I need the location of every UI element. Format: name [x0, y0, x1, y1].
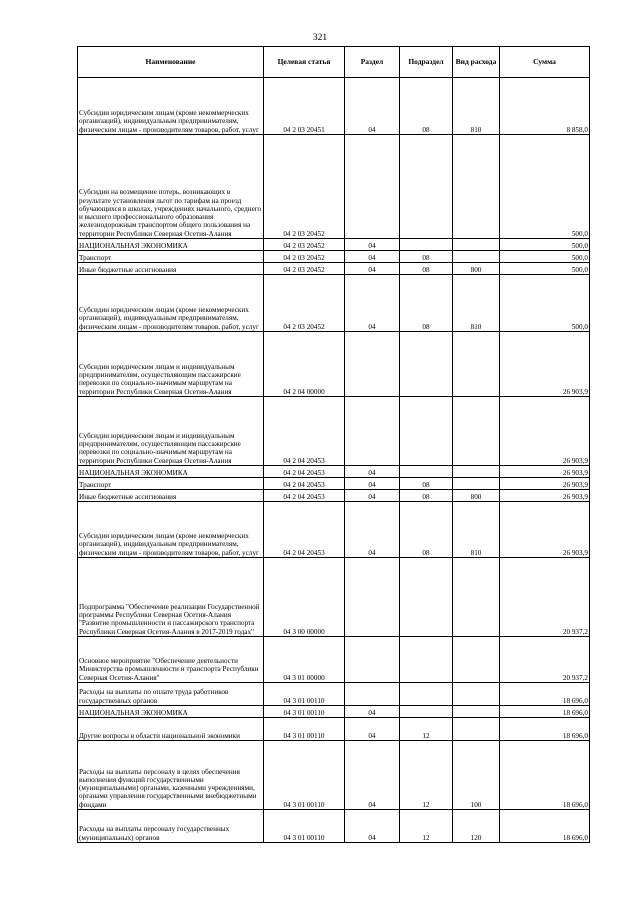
cell-section: 04: [345, 490, 400, 502]
cell-name: Субсидии юридическим лицам (кроме некоммерческих организаций), индивидуальным предпринимателям, физическим лицам - производителям товаров, работ, услуг: [78, 502, 264, 558]
cell-target: 04 2 04 20453: [264, 502, 345, 558]
table-row: [78, 706, 590, 718]
cell-target: 04 2 04 20453: [264, 397, 345, 466]
cell-sum: 26 903,9: [500, 502, 590, 558]
cell-kind: [453, 135, 500, 239]
cell-subsection: 08: [400, 263, 453, 275]
cell-kind: 800: [453, 263, 500, 275]
cell-sum: 18 696,0: [500, 706, 590, 718]
cell-kind: [453, 466, 500, 478]
table-row: [78, 275, 590, 332]
table-row: [78, 466, 590, 478]
cell-name: НАЦИОНАЛЬНАЯ ЭКОНОМИКА: [78, 706, 264, 718]
table-row: [78, 741, 590, 810]
cell-subsection: [400, 466, 453, 478]
cell-name: Транспорт: [78, 251, 264, 263]
cell-section: 04: [345, 263, 400, 275]
table-row: [78, 397, 590, 466]
cell-name: Субсидии юридическим лицам и индивидуальным предпринимателям, осуществляющим пассажирские перевозки по социально-значимым маршрутам на территории Республики Северная Осетия-Алания: [78, 332, 264, 397]
cell-sum: 26 903,9: [500, 466, 590, 478]
cell-subsection: [400, 637, 453, 683]
cell-sum: 18 696,0: [500, 741, 590, 810]
cell-name: Транспорт: [78, 478, 264, 490]
cell-target: 04 2 03 20452: [264, 251, 345, 263]
cell-subsection: [400, 683, 453, 706]
cell-sum: 20 937,2: [500, 558, 590, 637]
cell-target: 04 3 00 00000: [264, 558, 345, 637]
cell-target: 04 2 03 20452: [264, 239, 345, 251]
cell-kind: [453, 683, 500, 706]
cell-section: 04: [345, 741, 400, 810]
table-row: [78, 78, 590, 135]
table-row: [78, 251, 590, 263]
cell-subsection: 08: [400, 251, 453, 263]
header-sum: Сумма: [500, 47, 590, 78]
cell-subsection: [400, 239, 453, 251]
table-row: [78, 683, 590, 706]
cell-target: 04 3 01 00110: [264, 741, 345, 810]
cell-section: 04: [345, 275, 400, 332]
cell-section: [345, 135, 400, 239]
cell-name: Субсидии юридическим лицам и индивидуальным предпринимателям, осуществляющим пассажирские перевозки по социально-значимым маршрутам на территории Республики Северная Осетия-Алания: [78, 397, 264, 466]
cell-kind: [453, 558, 500, 637]
cell-subsection: 12: [400, 810, 453, 843]
cell-section: [345, 637, 400, 683]
cell-target: 04 3 01 00110: [264, 810, 345, 843]
table-row: [78, 718, 590, 741]
table-row: [78, 332, 590, 397]
cell-target: 04 2 03 20452: [264, 135, 345, 239]
cell-subsection: [400, 558, 453, 637]
cell-section: [345, 332, 400, 397]
cell-name: Расходы на выплаты персоналу государственных (муниципальных) органов: [78, 810, 264, 843]
cell-kind: [453, 706, 500, 718]
table-row: [78, 502, 590, 558]
cell-target: 04 3 01 00110: [264, 683, 345, 706]
header-kind: Вид расхода: [453, 47, 500, 78]
cell-section: 04: [345, 78, 400, 135]
cell-sum: 26 903,9: [500, 490, 590, 502]
cell-name: Расходы на выплаты персоналу в целях обеспечения выполнения функций государственными (муниципальными) органами, казенными учреждениями, органами управления государственными внебюджетными фондами: [78, 741, 264, 810]
cell-name: Другие вопросы в области национальной экономики: [78, 718, 264, 741]
cell-sum: 8 858,0: [500, 78, 590, 135]
page-number: 321: [312, 33, 328, 43]
cell-subsection: 08: [400, 490, 453, 502]
cell-kind: 800: [453, 490, 500, 502]
cell-kind: [453, 332, 500, 397]
cell-subsection: [400, 332, 453, 397]
cell-section: [345, 558, 400, 637]
cell-section: 04: [345, 239, 400, 251]
cell-kind: 810: [453, 502, 500, 558]
cell-section: 04: [345, 478, 400, 490]
cell-subsection: 08: [400, 502, 453, 558]
table-row: [78, 810, 590, 843]
cell-subsection: 08: [400, 478, 453, 490]
cell-kind: 100: [453, 741, 500, 810]
cell-target: 04 3 01 00000: [264, 637, 345, 683]
cell-subsection: 12: [400, 718, 453, 741]
header-name: Наименование: [78, 47, 264, 78]
cell-target: 04 2 04 20453: [264, 478, 345, 490]
table-row: [78, 239, 590, 251]
cell-section: [345, 683, 400, 706]
cell-sum: 18 696,0: [500, 683, 590, 706]
budget-table: [77, 46, 590, 843]
cell-sum: 500,0: [500, 239, 590, 251]
cell-target: 04 2 03 20451: [264, 78, 345, 135]
cell-sum: 18 696,0: [500, 810, 590, 843]
cell-section: 04: [345, 718, 400, 741]
cell-sum: 20 937,2: [500, 637, 590, 683]
cell-section: 04: [345, 706, 400, 718]
table-row: [78, 135, 590, 239]
header-target: Целевая статья: [264, 47, 345, 78]
cell-kind: [453, 478, 500, 490]
cell-section: [345, 397, 400, 466]
table-row: [78, 478, 590, 490]
cell-name: Расходы на выплаты по оплате труда работников государственных органов: [78, 683, 264, 706]
cell-subsection: 12: [400, 741, 453, 810]
cell-name: НАЦИОНАЛЬНАЯ ЭКОНОМИКА: [78, 466, 264, 478]
cell-name: Подпрограмма "Обеспечение реализации Государственной программы Республики Северная Осетия-Алания "Развитие промышленности и пассажирского транспорта Республики Северная Осетия-Алания в 2017-2019 годах": [78, 558, 264, 637]
cell-subsection: [400, 135, 453, 239]
cell-target: 04 2 04 20453: [264, 490, 345, 502]
cell-target: 04 2 04 00000: [264, 332, 345, 397]
cell-kind: [453, 397, 500, 466]
cell-kind: [453, 637, 500, 683]
cell-name: Иные бюджетные ассигнования: [78, 263, 264, 275]
table-row: [78, 637, 590, 683]
cell-target: 04 3 01 00110: [264, 706, 345, 718]
table-row: [78, 263, 590, 275]
cell-section: 04: [345, 810, 400, 843]
cell-sum: 26 903,9: [500, 478, 590, 490]
cell-name: Субсидии юридическим лицам (кроме некоммерческих организаций), индивидуальным предпринимателям, физическим лицам - производителям товаров, работ, услуг: [78, 78, 264, 135]
cell-name: Субсидии на возмещение потерь, возникающих в результате установления льгот по тарифам на проезд обучающихся в школах, учреждениях начального, среднего и высшего профессионального образования железнодорожным транспортом общего пользования на территории Республики Северная Осетия-Алания: [78, 135, 264, 239]
cell-target: 04 2 03 20452: [264, 275, 345, 332]
header-subsection: Подраздел: [400, 47, 453, 78]
cell-name: Субсидии юридическим лицам (кроме некоммерческих организаций), индивидуальным предпринимателям, физическим лицам - производителям товаров, работ, услуг: [78, 275, 264, 332]
cell-kind: [453, 718, 500, 741]
cell-target: 04 2 04 20453: [264, 466, 345, 478]
cell-kind: [453, 239, 500, 251]
table-row: [78, 558, 590, 637]
cell-section: 04: [345, 502, 400, 558]
cell-subsection: [400, 706, 453, 718]
cell-sum: 500,0: [500, 275, 590, 332]
cell-subsection: [400, 397, 453, 466]
header-section: Раздел: [345, 47, 400, 78]
cell-name: Иные бюджетные ассигнования: [78, 490, 264, 502]
table-row: [78, 490, 590, 502]
cell-sum: 500,0: [500, 251, 590, 263]
cell-kind: [453, 251, 500, 263]
cell-target: 04 2 03 20452: [264, 263, 345, 275]
cell-subsection: 08: [400, 78, 453, 135]
cell-kind: 810: [453, 275, 500, 332]
cell-section: 04: [345, 251, 400, 263]
cell-name: НАЦИОНАЛЬНАЯ ЭКОНОМИКА: [78, 239, 264, 251]
cell-sum: 26 903,9: [500, 397, 590, 466]
cell-kind: 810: [453, 78, 500, 135]
cell-sum: 26 903,9: [500, 332, 590, 397]
cell-section: 04: [345, 466, 400, 478]
cell-sum: 18 696,0: [500, 718, 590, 741]
table-header-row: [78, 47, 590, 78]
cell-sum: 500,0: [500, 263, 590, 275]
cell-target: 04 3 01 00110: [264, 718, 345, 741]
cell-kind: 120: [453, 810, 500, 843]
cell-name: Основное мероприятие "Обеспечение деятельности Министерства промышленности и транспорта Республики Северная Осетия-Алания": [78, 637, 264, 683]
cell-sum: 500,0: [500, 135, 590, 239]
cell-subsection: 08: [400, 275, 453, 332]
